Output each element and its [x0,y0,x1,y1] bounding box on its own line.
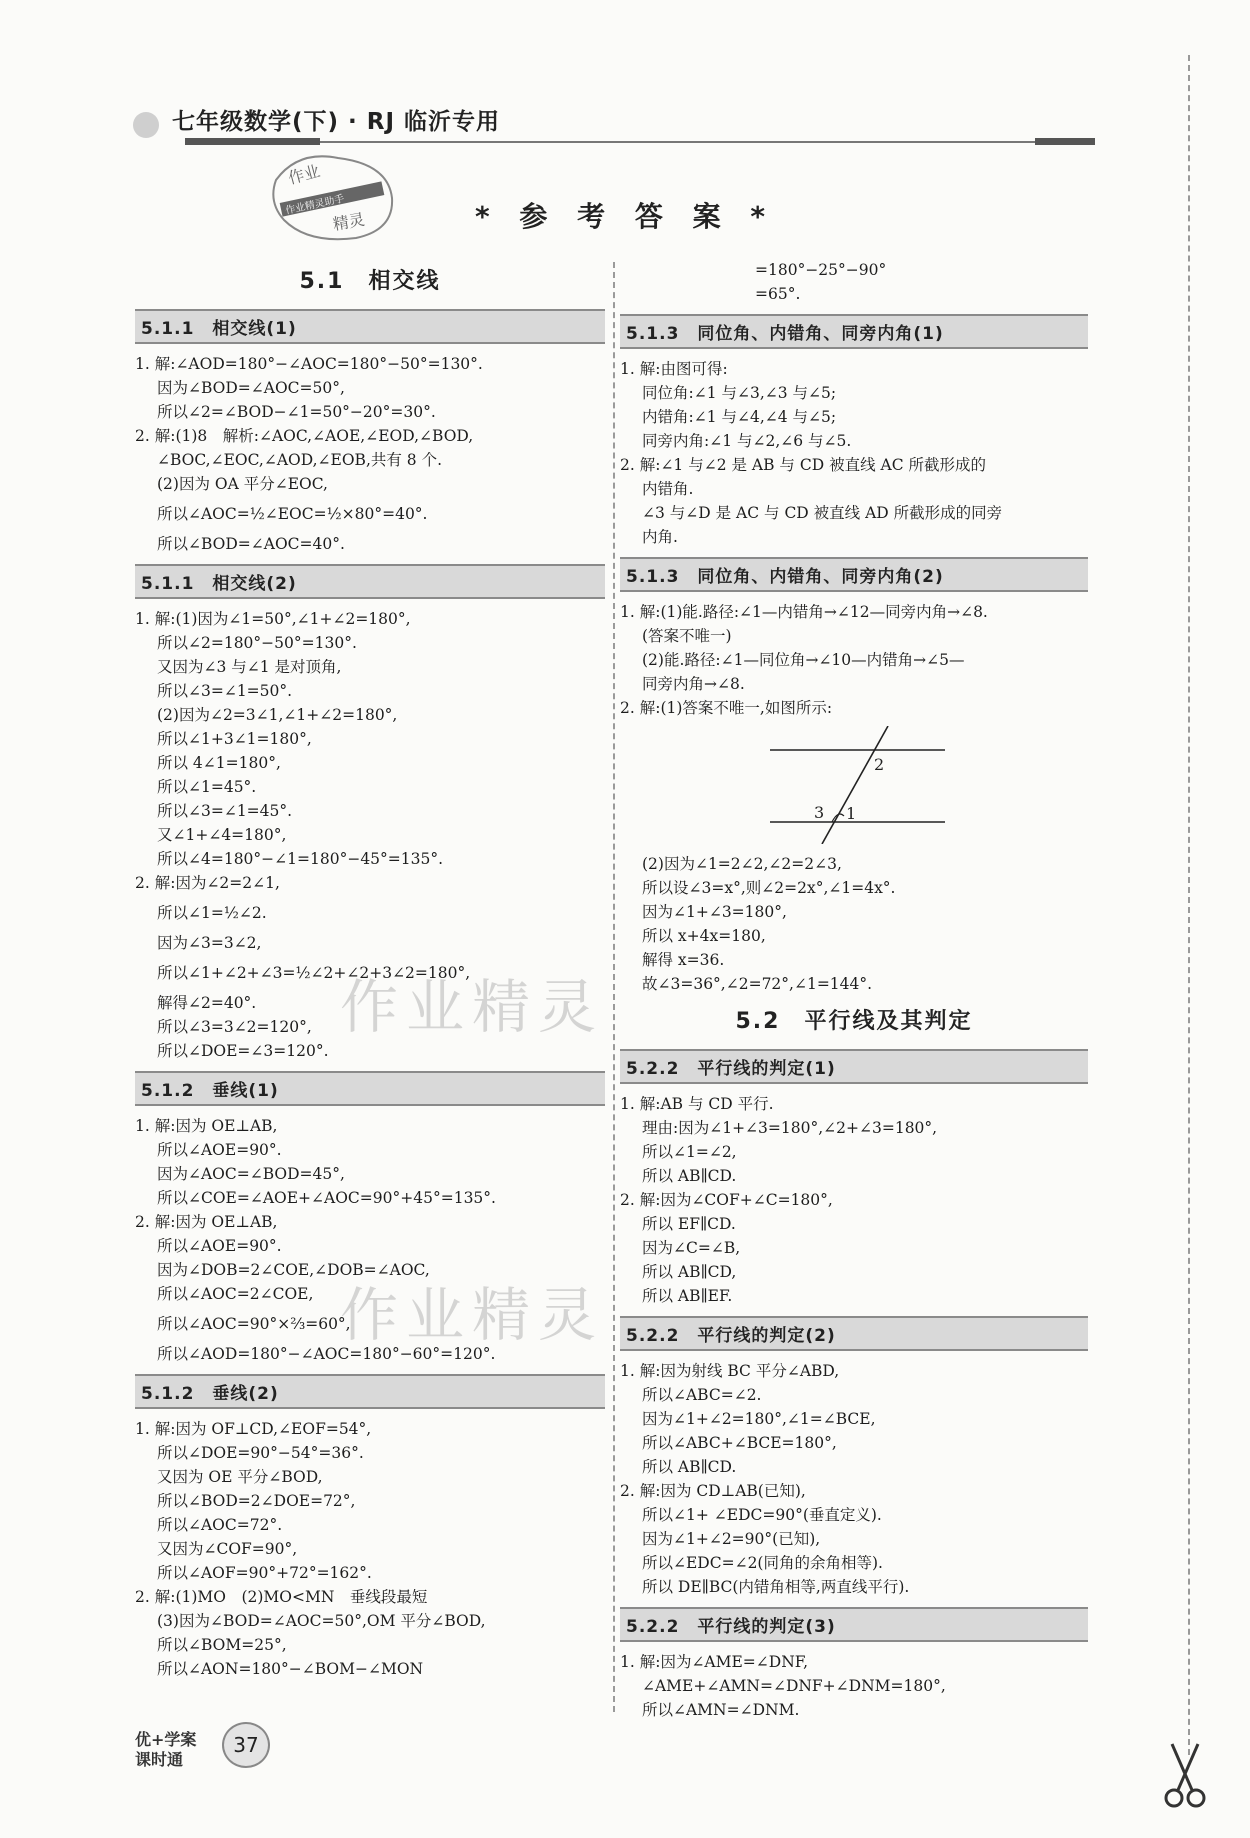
transversal-line [822,726,888,844]
page-title: * 参 考 答 案 * [474,200,776,233]
stamp-bottom-text: 精灵 [331,209,367,234]
answer-line: ∠3 与∠D 是 AC 与 CD 被直线 AD 所截形成的同旁 [642,504,1003,522]
answer-block [620,1650,1088,1722]
answer-line: (答案不唯一) [642,627,732,645]
stamp-mid-text: 作业精灵助手 [284,193,346,217]
answer-line: 1. 解:(1)能.路径:∠1—内错角→∠12—同旁内角→∠8. [620,603,988,621]
answer-line: 1. 解:因为 OF⊥CD,∠EOF=54°, [135,1420,372,1438]
answer-line: 又因为∠COF=90°, [157,1540,298,1558]
answer-line: 1. 解:(1)因为∠1=50°,∠1+∠2=180°, [135,610,411,628]
answer-line: 所以∠ABC+∠BCE=180°, [642,1434,837,1452]
answer-line: 又∠1+∠4=180°, [157,826,287,844]
answer-line: 所以∠AOF=90°+72°=162°. [157,1564,372,1582]
answer-line: 所以 DE∥BC(内错角相等,两直线平行). [642,1578,910,1596]
answer-line: 又因为∠3 与∠1 是对顶角, [157,658,342,676]
subsection-title: 5.2.2 平行线的判定(3) [620,1607,1088,1642]
answer-line: 1. 解:AB 与 CD 平行. [620,1095,774,1113]
answer-block [620,1359,1088,1599]
answer-block [135,1417,605,1681]
watermark: 作业精灵 [340,1281,605,1349]
subsection-title: 5.2.2 平行线的判定(2) [620,1316,1088,1351]
answer-block [135,352,605,556]
answer-line: 所以∠AMN=∠DNM. [642,1701,800,1719]
answer-line: 所以∠2=180°−50°=130°. [157,634,357,652]
section-title: 5.2 平行线及其判定 [735,1009,973,1034]
answer-line: 2. 解:因为∠2=2∠1, [135,874,280,892]
answer-line: 1. 解:因为∠AME=∠DNF, [620,1653,809,1671]
page-number: 37 [222,1722,270,1768]
answer-line: (2)因为∠2=3∠1,∠1+∠2=180°, [157,706,398,724]
answer-line: 所以∠4=180°−∠1=180°−45°=135°. [157,850,444,868]
answer-line: 1. 解:∠AOD=180°−∠AOC=180°−50°=130°. [135,355,483,373]
answer-line: 1. 解:因为射线 BC 平分∠ABD, [620,1362,840,1380]
answer-line: 所以 4∠1=180°, [157,754,281,772]
answer-line: 所以∠AOD=180°−∠AOC=180°−60°=120°. [157,1345,496,1363]
stamp-top-text: 作业 [286,161,322,188]
answer-line: 解得∠2=40°. [157,994,257,1012]
watermark: 作业精灵 [340,973,605,1041]
subsection-title: 5.1.3 同位角、内错角、同旁内角(1) [620,314,1088,349]
answer-line: ∠AME+∠AMN=∠DNF+∠DNM=180°, [642,1677,946,1695]
section-title: 5.1 相交线 [299,269,441,294]
answer-line: 同旁内角:∠1 与∠2,∠6 与∠5. [642,432,852,450]
answer-line: 所以∠3=∠1=50°. [157,682,293,700]
answer-line: 所以∠AOE=90°. [157,1141,282,1159]
answer-line: 因为∠1+∠2=180°,∠1=∠BCE, [642,1410,876,1428]
angle-label-1: 1 [846,804,857,823]
answer-line: 1. 解:因为 OE⊥AB, [135,1117,278,1135]
scissors-icon [1160,1740,1210,1810]
column-divider [613,262,615,1712]
answer-line: 又因为 OE 平分∠BOD, [157,1468,323,1486]
answer-line: 理由:因为∠1+∠3=180°,∠2+∠3=180°, [642,1119,938,1137]
answer-block [620,1092,1088,1308]
answer-line: 所以 AB∥EF. [642,1287,733,1305]
answer-line: 所以∠AON=180°−∠BOM−∠MON [157,1660,424,1678]
answer-line: 1. 解:由图可得: [620,360,728,378]
subsection-title: 5.1.2 垂线(2) [135,1374,605,1409]
answer-line: 所以∠3=∠1=45°. [157,802,293,820]
answer-line: 所以∠3=3∠2=120°, [157,1018,312,1036]
answer-line: 内错角:∠1 与∠4,∠4 与∠5; [642,408,837,426]
footer-logo-bottom: 课时通 [135,1750,184,1769]
answer-line: 所以设∠3=x°,则∠2=2x°,∠1=4x°. [642,879,896,897]
answer-line: 所以∠BOD=∠AOC=40°. [157,535,345,553]
answer-line: 所以∠AOC=72°. [157,1516,283,1534]
answer-line: 所以∠DOE=90°−54°=36°. [157,1444,364,1462]
header-bar-left [185,138,320,145]
header-bar-right [1035,138,1095,145]
answer-line: 解得 x=36. [642,951,725,969]
answer-line: 内错角. [642,480,694,498]
answer-line: 2. 解:因为∠COF+∠C=180°, [620,1191,833,1209]
answer-line: 2. 解:(1)8 解析:∠AOC,∠AOE,∠EOD,∠BOD, [135,427,474,445]
answer-line: 所以 AB∥CD. [642,1458,737,1476]
answer-line: 所以 AB∥CD. [642,1167,737,1185]
answer-line: 2. 解:因为 CD⊥AB(已知), [620,1482,806,1500]
answer-block [135,1114,605,1366]
answer-line: 所以∠1=½∠2. [157,904,267,922]
answer-line: 2. 解:(1)MO (2)MO<MN 垂线段最短 [135,1588,428,1606]
answer-line: =65°. [755,285,801,303]
angle-label-3: 3 [814,803,825,822]
answer-line: 所以∠1+ ∠EDC=90°(垂直定义). [642,1506,882,1524]
answer-line: =180°−25°−90° [755,261,887,279]
answer-line: 所以∠COE=∠AOE+∠AOC=90°+45°=135°. [157,1189,496,1207]
answer-line: (2)能.路径:∠1—同位角→∠10—内错角→∠5— [642,651,965,669]
answer-line: 因为∠1+∠3=180°, [642,903,787,921]
answer-line: 所以∠AOC=90°×⅔=60°, [157,1315,351,1333]
subsection-title: 5.2.2 平行线的判定(1) [620,1049,1088,1084]
answer-line: 故∠3=36°,∠2=72°,∠1=144°. [642,975,873,993]
answer-line: 因为∠3=3∠2, [157,934,262,952]
answer-line: 同位角:∠1 与∠3,∠3 与∠5; [642,384,837,402]
answer-line: 所以∠1=45°. [157,778,257,796]
answer-block [135,607,605,1063]
answer-line: 所以 x+4x=180, [642,927,766,945]
answer-line: 所以∠2=∠BOD−∠1=50°−20°=30°. [157,403,436,421]
left-column [135,258,605,1681]
subsection-title: 5.1.1 相交线(2) [135,564,605,599]
answer-line: 2. 解:(1)答案不唯一,如图所示: [620,699,833,717]
footer-logo-top: 优+学案 [135,1730,197,1749]
answer-line: 所以∠AOC=½∠EOC=½×80°=40°. [157,505,428,523]
parallel-lines-diagram [770,726,945,844]
answer-line: 2. 解:∠1 与∠2 是 AB 与 CD 被直线 AC 所截形成的 [620,456,986,474]
cut-line [1188,55,1190,1755]
answer-line: 因为∠BOD=∠AOC=50°, [157,379,345,397]
answer-line: ∠BOC,∠EOC,∠AOD,∠EOB,共有 8 个. [157,451,443,469]
answer-line: 所以∠DOE=∠3=120°. [157,1042,329,1060]
answer-line: 内角. [642,528,678,546]
answer-block [620,357,1088,549]
answer-line: 所以∠AOE=90°. [157,1237,282,1255]
footer-logo [135,1730,196,1770]
answer-block [620,600,1088,996]
header-dot-icon [133,112,159,138]
angle-label-2: 2 [874,755,885,774]
answer-line: 同旁内角→∠8. [642,675,745,693]
answer-line: (2)因为 OA 平分∠EOC, [157,475,328,493]
answer-line: (2)因为∠1=2∠2,∠2=2∠3, [642,855,842,873]
answer-line: 所以∠BOD=2∠DOE=72°, [157,1492,356,1510]
answer-line: 所以 AB∥CD, [642,1263,737,1281]
answer-line: 所以∠BOM=25°, [157,1636,287,1654]
answer-line: 所以∠1+∠2+∠3=½∠2+∠2+3∠2=180°, [157,964,471,982]
answer-line: 所以∠1=∠2, [642,1143,737,1161]
answer-line: 所以∠AOC=2∠COE, [157,1285,314,1303]
header-title: 七年级数学(下) · RJ 临沂专用 [172,109,501,135]
answer-line: 所以∠1+3∠1=180°, [157,730,312,748]
answer-line: 因为∠C=∠B, [642,1239,741,1257]
subsection-title: 5.1.1 相交线(1) [135,309,605,344]
answer-line: 因为∠DOB=2∠COE,∠DOB=∠AOC, [157,1261,430,1279]
answer-line: 2. 解:因为 OE⊥AB, [135,1213,278,1231]
subsection-title: 5.1.2 垂线(1) [135,1071,605,1106]
answer-line: 所以∠EDC=∠2(同角的余角相等). [642,1554,883,1572]
header-rule [320,141,1090,143]
answer-line: (3)因为∠BOD=∠AOC=50°,OM 平分∠BOD, [157,1612,486,1630]
answer-line: 因为∠1+∠2=90°(已知), [642,1530,821,1548]
right-column [620,258,1088,1722]
answer-line: 因为∠AOC=∠BOD=45°, [157,1165,345,1183]
answer-line: 所以∠ABC=∠2. [642,1386,762,1404]
subsection-title: 5.1.3 同位角、内错角、同旁内角(2) [620,557,1088,592]
answer-line: 所以 EF∥CD. [642,1215,736,1233]
